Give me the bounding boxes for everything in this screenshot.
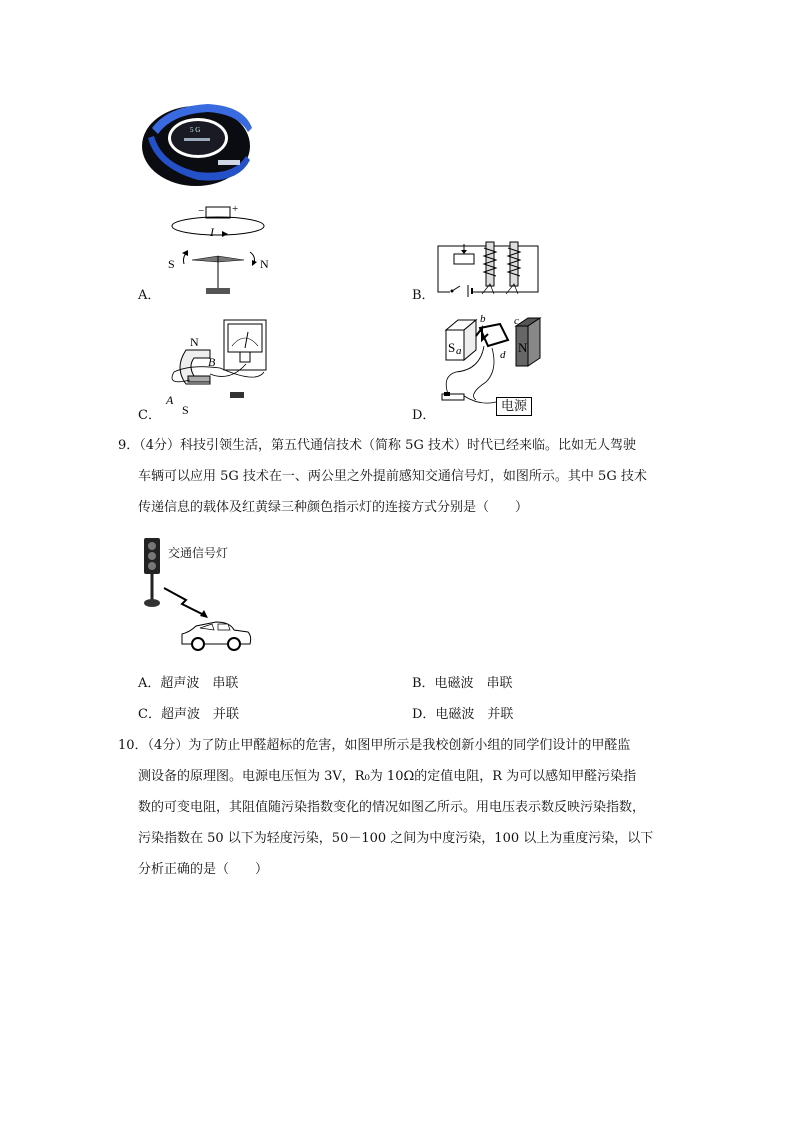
q10-line-2: 测设备的原理图。电源电压恒为 3V，R₀为 10Ω的定值电阻，R 为可以感知甲醛污染指 — [138, 769, 637, 784]
q9-line-3: 传递信息的载体及红黄绿三种颜色指示灯的连接方式分别是（ ） — [138, 500, 529, 515]
svg-text:c: c — [514, 315, 519, 327]
svg-text:N: N — [260, 257, 269, 271]
svg-text:A: A — [166, 393, 174, 407]
svg-text:N: N — [518, 340, 528, 355]
figure-a-oersted — [162, 200, 282, 300]
q10-line-5: 分析正确的是（ ） — [138, 862, 269, 877]
figure-d-motor — [436, 310, 552, 418]
option-a-label: A． — [138, 288, 161, 303]
svg-text:S: S — [182, 403, 189, 417]
svg-text:−: − — [198, 205, 205, 217]
svg-text:B: B — [208, 355, 216, 369]
svg-text:S: S — [168, 257, 175, 271]
option-d-label: D． — [412, 408, 436, 423]
svg-text:d: d — [500, 349, 506, 361]
q9-option-d: D．电磁波 并联 — [412, 707, 514, 722]
svg-text:+: + — [232, 203, 239, 215]
q10-line-4: 污染指数在 50 以下为轻度污染，50－100 之间为中度污染，100 以上为重度污染，以下 — [138, 831, 654, 846]
smart-band-image — [138, 98, 258, 198]
svg-text:N: N — [190, 335, 199, 349]
option-b-label: B． — [412, 288, 435, 303]
q10-line-3: 数的可变电阻，其阻值随污染指数变化的情况如图乙所示。用电压表示数反映污染指数， — [138, 800, 646, 815]
option-c-label: C． — [138, 408, 161, 423]
q9-option-b: B．电磁波 串联 — [412, 676, 513, 691]
svg-text:S: S — [448, 340, 456, 355]
q9-option-a: A．超声波 串联 — [138, 676, 239, 691]
figure-b-electromagnets — [434, 234, 544, 300]
traffic-light-label: 交通信号灯 — [168, 546, 229, 560]
power-label-box: 电源 — [496, 397, 532, 416]
svg-text:b: b — [480, 313, 486, 325]
q9-line-1: 9．（4分）科技引领生活，第五代通信技术（简称 5G 技术）时代已经来临。比如无人驾驶 — [118, 438, 636, 453]
svg-text:a: a — [456, 345, 462, 357]
figure-c-induction — [160, 318, 278, 418]
q10-line-1: 10．（4分）为了防止甲醛超标的危害，如图甲所示是我校创新小组的同学们设计的甲醛监 — [118, 738, 631, 753]
svg-text:5 G: 5 G — [190, 126, 201, 134]
q9-line-2: 车辆可以应用 5G 技术在一、两公里之外提前感知交通信号灯，如图所示。其中 5G 技术 — [138, 469, 647, 484]
q9-option-c: C．超声波 并联 — [138, 707, 239, 722]
svg-text:I: I — [210, 225, 214, 239]
